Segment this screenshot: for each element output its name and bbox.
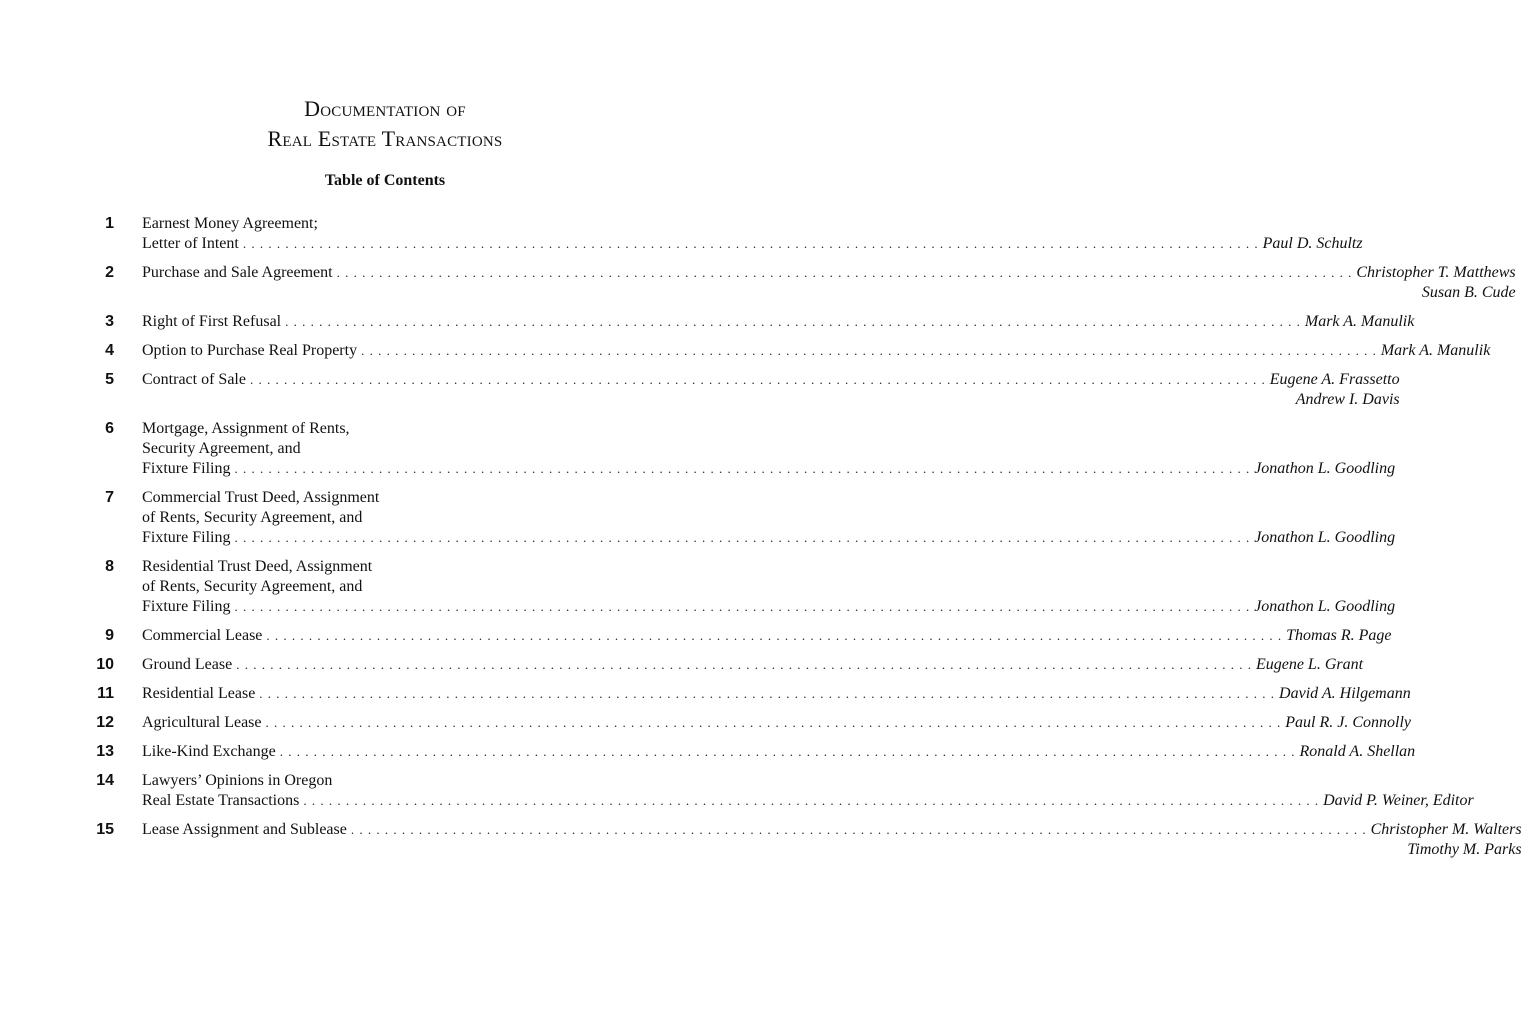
toc-heading: Table of Contents [324, 172, 446, 189]
dot-leader: . . . . . . . . . . . . . . . . . . . . . . . . . . . . . . . . . . . . . . . . . . . . . . . . . . . . . . . . . . . . . . . . . . . . . . . . . . . . . . . . . . . . . . . . . . . . . . . . . . . . . . . . . . . . . . . . . . . . . . . . [361, 343, 1377, 358]
entry-body [142, 557, 1395, 617]
entry-author: David A. Hilgemann [1279, 685, 1411, 702]
entry-number: 14 [96, 772, 114, 789]
entry-body [142, 263, 1516, 303]
dot-leader: . . . . . . . . . . . . . . . . . . . . . . . . . . . . . . . . . . . . . . . . . . . . . . . . . . . . . . . . . . . . . . . . . . . . . . . . . . . . . . . . . . . . . . . . . . . . . . . . . . . . . . . . . . . . . . . . . . . . . . . . [249, 372, 1266, 387]
entry-title-last-line: Lease Assignment and Sublease [142, 821, 347, 838]
toc-entry [86, 341, 1491, 361]
toc-entry [86, 419, 1396, 479]
entry-leader-line [142, 312, 1414, 332]
entry-author: Paul D. Schultz [1262, 235, 1363, 252]
entry-title-line: Security Agreement, and [142, 440, 301, 457]
entry-leader-line [142, 791, 1474, 811]
entry-author: Jonathon L. Goodling [1254, 460, 1396, 477]
entry-title-last-line: Purchase and Sale Agreement [142, 264, 333, 281]
dot-leader: . . . . . . . . . . . . . . . . . . . . . . . . . . . . . . . . . . . . . . . . . . . . . . . . . . . . . . . . . . . . . . . . . . . . . . . . . . . . . . . . . . . . . . . . . . . . . . . . . . . . . . . . . . . . . . . . . . . . . . . . [303, 793, 1320, 808]
entry-title-last-line: Option to Purchase Real Property [142, 342, 358, 359]
document-title [0, 94, 770, 154]
entry-leader-line [142, 234, 1363, 254]
entry-coauthor: Timothy M. Parks [1407, 841, 1522, 858]
dot-leader: . . . . . . . . . . . . . . . . . . . . . . . . . . . . . . . . . . . . . . . . . . . . . . . . . . . . . . . . . . . . . . . . . . . . . . . . . . . . . . . . . . . . . . . . . . . . . . . . . . . . . . . . . . . . . . . . . . . . . . . . [279, 744, 1296, 759]
entry-number: 15 [96, 821, 114, 838]
toc-entry [86, 771, 1474, 811]
entry-coauthor: Andrew I. Davis [1295, 391, 1400, 408]
entry-leader-line [142, 655, 1363, 675]
entry-number: 6 [105, 420, 114, 437]
entry-body [142, 341, 1490, 361]
entry-number: 8 [105, 558, 114, 575]
entry-title-last-line: Like-Kind Exchange [142, 743, 276, 760]
entry-author: Mark A. Manulik [1380, 342, 1491, 359]
entry-title-last-line: Agricultural Lease [142, 714, 262, 731]
toc-entry [86, 312, 1415, 332]
entry-leader-line [142, 684, 1411, 704]
entry-body [142, 312, 1414, 332]
entry-leader-line [142, 370, 1400, 390]
entry-coauthor: Susan B. Cude [1421, 284, 1516, 301]
entry-body [142, 713, 1411, 733]
entry-leader-line [142, 459, 1395, 479]
entry-body [142, 488, 1395, 548]
entry-title-line: of Rents, Security Agreement, and [142, 509, 363, 526]
table-of-contents [86, 214, 1522, 869]
dot-leader: . . . . . . . . . . . . . . . . . . . . . . . . . . . . . . . . . . . . . . . . . . . . . . . . . . . . . . . . . . . . . . . . . . . . . . . . . . . . . . . . . . . . . . . . . . . . . . . . . . . . . . . . . . . . . . . . . . . . . . . . [336, 265, 1353, 280]
entry-body [142, 684, 1411, 704]
dot-leader: . . . . . . . . . . . . . . . . . . . . . . . . . . . . . . . . . . . . . . . . . . . . . . . . . . . . . . . . . . . . . . . . . . . . . . . . . . . . . . . . . . . . . . . . . . . . . . . . . . . . . . . . . . . . . . . . . . . . . . . . [285, 314, 1301, 329]
entry-leader-line [142, 528, 1395, 548]
entry-leader-line [142, 341, 1490, 361]
entry-number: 5 [105, 371, 114, 388]
toc-entry [86, 820, 1522, 860]
dot-leader: . . . . . . . . . . . . . . . . . . . . . . . . . . . . . . . . . . . . . . . . . . . . . . . . . . . . . . . . . . . . . . . . . . . . . . . . . . . . . . . . . . . . . . . . . . . . . . . . . . . . . . . . . . . . . . . . . . . . . . . . [234, 599, 1251, 614]
entry-body [142, 626, 1391, 646]
entry-number: 3 [105, 313, 114, 330]
entry-body [142, 214, 1363, 254]
entry-leader-line [142, 626, 1391, 646]
entry-author: Thomas R. Page [1286, 627, 1392, 644]
entry-number: 2 [105, 264, 114, 281]
entry-author: Jonathon L. Goodling [1254, 598, 1396, 615]
entry-number: 7 [105, 489, 114, 506]
entry-body [142, 370, 1400, 410]
toc-entry [86, 263, 1516, 303]
entry-author: Jonathon L. Goodling [1254, 529, 1396, 546]
dot-leader: . . . . . . . . . . . . . . . . . . . . . . . . . . . . . . . . . . . . . . . . . . . . . . . . . . . . . . . . . . . . . . . . . . . . . . . . . . . . . . . . . . . . . . . . . . . . . . . . . . . . . . . . . . . . . . . . . . . . . . . . [234, 461, 1251, 476]
title-line-2: Real Estate Transactions [267, 126, 503, 151]
entry-title-last-line: Fixture Filing [142, 529, 231, 546]
toc-entry [86, 713, 1412, 733]
toc-entry [86, 488, 1396, 548]
toc-entry [86, 742, 1416, 762]
dot-leader: . . . . . . . . . . . . . . . . . . . . . . . . . . . . . . . . . . . . . . . . . . . . . . . . . . . . . . . . . . . . . . . . . . . . . . . . . . . . . . . . . . . . . . . . . . . . . . . . . . . . . . . . . . . . . . . . . . . . . . . . [350, 822, 1367, 837]
entry-author: Paul R. J. Connolly [1285, 714, 1412, 731]
entry-title-line: of Rents, Security Agreement, and [142, 578, 363, 595]
entry-title-last-line: Ground Lease [142, 656, 233, 673]
entry-number: 1 [105, 215, 114, 232]
entry-title-last-line: Fixture Filing [142, 598, 231, 615]
dot-leader: . . . . . . . . . . . . . . . . . . . . . . . . . . . . . . . . . . . . . . . . . . . . . . . . . . . . . . . . . . . . . . . . . . . . . . . . . . . . . . . . . . . . . . . . . . . . . . . . . . . . . . . . . . . . . . . . . . . . . . . . [234, 530, 1251, 545]
entry-title-last-line: Real Estate Transactions [142, 792, 300, 809]
entry-title-line: Mortgage, Assignment of Rents, [142, 420, 350, 437]
toc-entry [86, 557, 1396, 617]
entry-title-line: Lawyers’ Opinions in Oregon [142, 772, 333, 789]
entry-author: Christopher T. Matthews [1356, 264, 1516, 281]
title-line-1: Documentation of [304, 96, 466, 121]
toc-entry [86, 214, 1363, 254]
entry-title-last-line: Letter of Intent [142, 235, 239, 252]
toc-entry [86, 655, 1364, 675]
entry-title-last-line: Residential Lease [142, 685, 256, 702]
entry-author: Christopher M. Walters [1370, 821, 1522, 838]
entry-leader-line [142, 742, 1415, 762]
entry-number: 9 [105, 627, 114, 644]
entry-leader-line [142, 820, 1522, 840]
entry-number: 4 [105, 342, 114, 359]
entry-title-line: Earnest Money Agreement; [142, 215, 318, 232]
entry-body [142, 742, 1415, 762]
entry-title-last-line: Right of First Refusal [142, 313, 282, 330]
entry-author: David P. Weiner, Editor [1323, 792, 1474, 809]
dot-leader: . . . . . . . . . . . . . . . . . . . . . . . . . . . . . . . . . . . . . . . . . . . . . . . . . . . . . . . . . . . . . . . . . . . . . . . . . . . . . . . . . . . . . . . . . . . . . . . . . . . . . . . . . . . . . . . . . . . . . . . . [242, 236, 1259, 251]
dot-leader: . . . . . . . . . . . . . . . . . . . . . . . . . . . . . . . . . . . . . . . . . . . . . . . . . . . . . . . . . . . . . . . . . . . . . . . . . . . . . . . . . . . . . . . . . . . . . . . . . . . . . . . . . . . . . . . . . . . . . . . . [259, 686, 1276, 701]
entry-leader-line [142, 263, 1516, 283]
dot-leader: . . . . . . . . . . . . . . . . . . . . . . . . . . . . . . . . . . . . . . . . . . . . . . . . . . . . . . . . . . . . . . . . . . . . . . . . . . . . . . . . . . . . . . . . . . . . . . . . . . . . . . . . . . . . . . . . . . . . . . . . [266, 628, 1283, 643]
toc-entry [86, 626, 1392, 646]
toc-entry [86, 370, 1400, 410]
entry-title-last-line: Contract of Sale [142, 371, 246, 388]
entry-body [142, 655, 1363, 675]
toc-entry [86, 684, 1411, 704]
entry-title-last-line: Fixture Filing [142, 460, 231, 477]
dot-leader: . . . . . . . . . . . . . . . . . . . . . . . . . . . . . . . . . . . . . . . . . . . . . . . . . . . . . . . . . . . . . . . . . . . . . . . . . . . . . . . . . . . . . . . . . . . . . . . . . . . . . . . . . . . . . . . . . . . . . . . . [236, 657, 1252, 672]
entry-number: 11 [97, 685, 114, 702]
entry-number: 12 [96, 714, 114, 731]
entry-author: Ronald A. Shellan [1299, 743, 1416, 760]
entry-number: 10 [96, 656, 114, 673]
entry-body [142, 771, 1474, 811]
entry-body [142, 820, 1522, 860]
entry-title-last-line: Commercial Lease [142, 627, 263, 644]
entry-body [142, 419, 1395, 479]
entry-leader-line [142, 597, 1395, 617]
entry-author: Eugene L. Grant [1255, 656, 1364, 673]
entry-number: 13 [96, 743, 114, 760]
entry-leader-line [142, 713, 1411, 733]
entry-title-line: Residential Trust Deed, Assignment [142, 558, 373, 575]
entry-title-line: Commercial Trust Deed, Assignment [142, 489, 380, 506]
dot-leader: . . . . . . . . . . . . . . . . . . . . . . . . . . . . . . . . . . . . . . . . . . . . . . . . . . . . . . . . . . . . . . . . . . . . . . . . . . . . . . . . . . . . . . . . . . . . . . . . . . . . . . . . . . . . . . . . . . . . . . . . [265, 715, 1282, 730]
entry-author: Eugene A. Frassetto [1269, 371, 1400, 388]
entry-author: Mark A. Manulik [1304, 313, 1415, 330]
